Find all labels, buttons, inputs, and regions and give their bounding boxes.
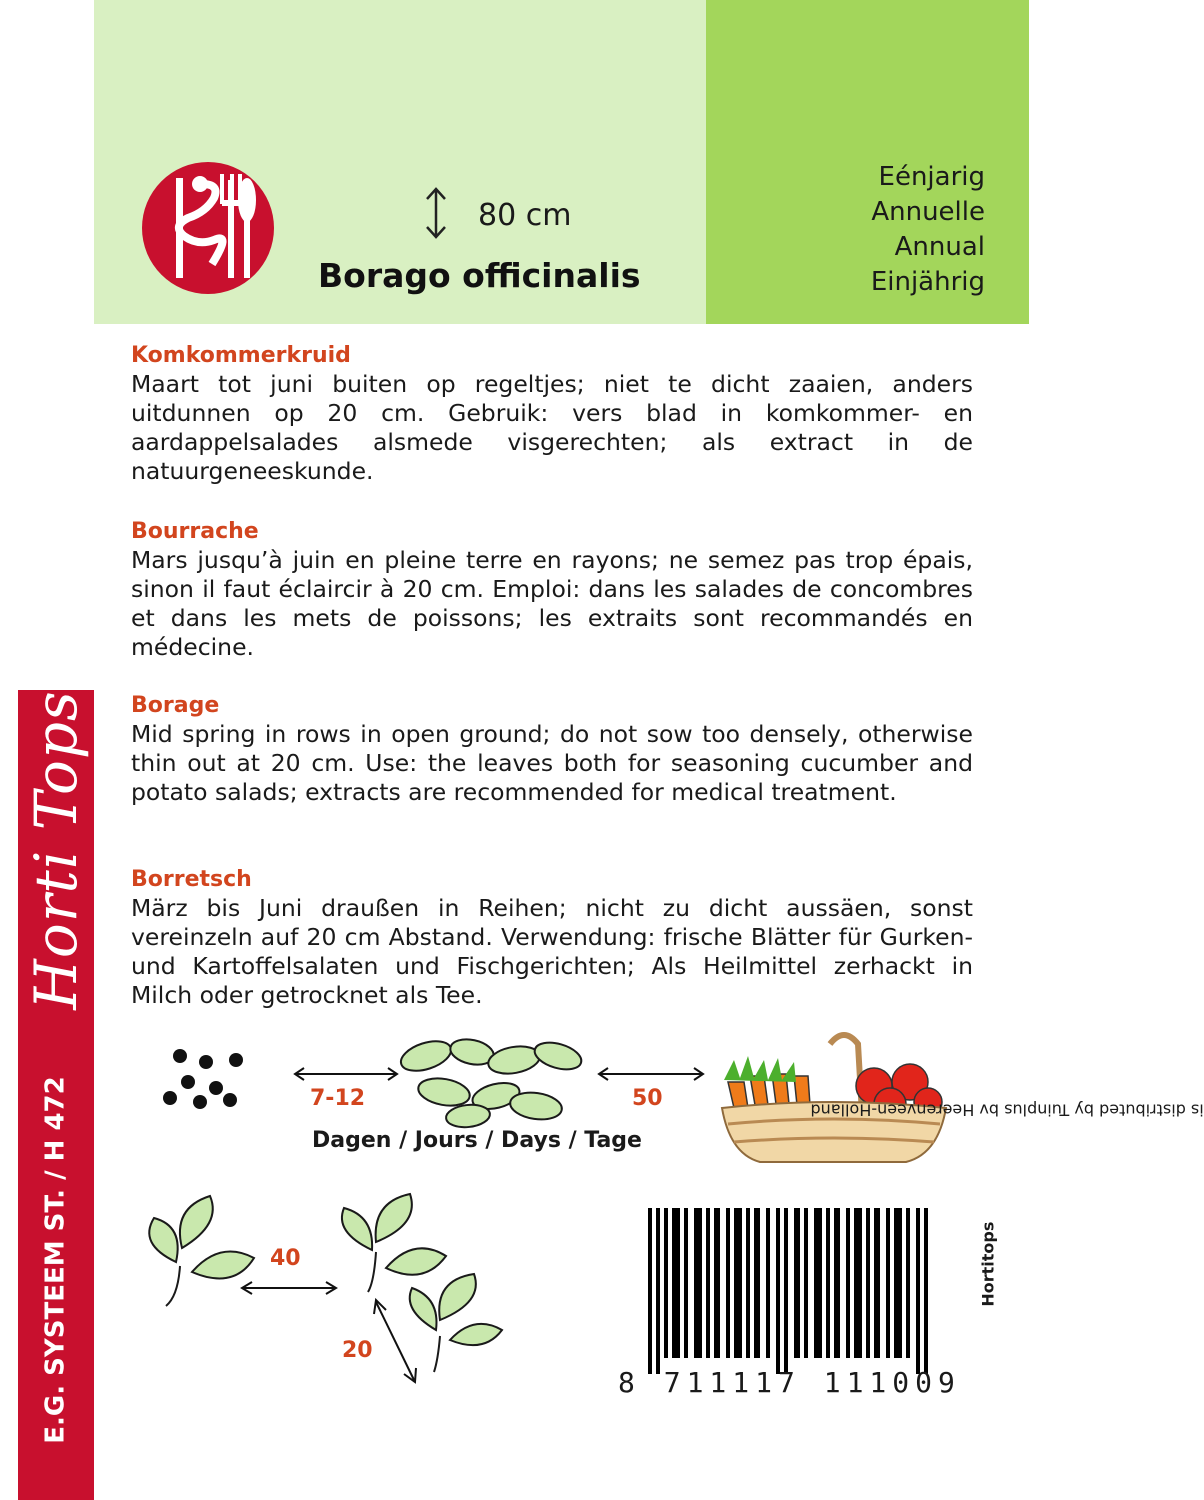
lang-block-nl bbox=[131, 342, 973, 486]
days-label: Dagen / Jours / Days / Tage bbox=[312, 1128, 642, 1153]
species-name: Borago officinalis bbox=[318, 256, 641, 295]
annual-label-en: Annual bbox=[894, 232, 985, 262]
height-arrow-icon bbox=[422, 185, 450, 245]
harvest-days: 50 bbox=[632, 1086, 663, 1111]
lang-text: Mars jusqu’à juin en pleine terre en rayons; ne semez pas trop épais, sinon il faut éclaircir à 20 cm. Emploi: dans les salades de concombres et dans les mets de poissons; les extraits sont recommandés en médecine. bbox=[131, 546, 973, 661]
lang-block-fr bbox=[131, 518, 973, 662]
seedling-icon bbox=[396, 1034, 592, 1134]
lang-title: Borage bbox=[131, 693, 220, 718]
brand-logo: Horti Tops bbox=[22, 690, 91, 1010]
height-value: 80 cm bbox=[478, 197, 572, 233]
annual-label-de: Einjährig bbox=[870, 267, 985, 297]
harvest-arrow bbox=[596, 1066, 706, 1086]
lang-text: Maart tot juni buiten op regeltjes; niet te dicht zaaien, anders uitdunnen op 20 cm. Gebruik: vers blad in komkommer- en aardappelsalades alsmede visgerechten; als extract in de natuurgeneeskunde. bbox=[131, 370, 973, 485]
lang-text: März bis Juni draußen in Reihen; nicht zu dicht aussäen, sonst vereinzeln auf 20 cm Abstand. Verwendung: frische Blätter für Gurken- und Kartoffelsalaten und Fischgerichten; Als Heilmittel zerhackt in Milch oder getrocknet als Tee. bbox=[131, 894, 973, 1009]
row-spacing: 40 bbox=[270, 1246, 301, 1271]
medicinal-culinary-emblem-icon bbox=[140, 160, 276, 300]
lang-title: Komkommerkruid bbox=[131, 343, 351, 368]
system-code: E.G. SYSTEEM ST. / H 472 bbox=[41, 1076, 72, 1444]
annual-label-nl: Eénjarig bbox=[878, 162, 985, 192]
lang-title: Borretsch bbox=[131, 867, 252, 892]
seeds-icon bbox=[160, 1048, 246, 1116]
harvest-basket-icon bbox=[714, 1024, 954, 1170]
germination-days: 7-12 bbox=[310, 1086, 366, 1111]
germination-arrow bbox=[292, 1066, 400, 1086]
plant-spacing-icon bbox=[136, 1190, 486, 1394]
annual-labels bbox=[871, 160, 985, 300]
lang-title: Bourrache bbox=[131, 519, 259, 544]
barcode-number: 8 711117 111009 bbox=[618, 1366, 961, 1399]
plant-height bbox=[422, 185, 571, 245]
barcode-icon bbox=[648, 1208, 932, 1378]
plant-spacing: 20 bbox=[342, 1338, 373, 1363]
annual-label-fr: Annuelle bbox=[871, 197, 985, 227]
distribution-note: Hortitops is distributed by Tuinplus bv Heerenveen-Holland bbox=[810, 1100, 1204, 1307]
lang-text: Mid spring in rows in open ground; do not sow too densely, otherwise thin out at 20 cm. Use: the leaves both for seasoning cucumber and potato salads; extracts are recommended for medical treatment. bbox=[131, 720, 973, 806]
lang-block-en bbox=[131, 692, 973, 807]
lang-block-de bbox=[131, 866, 973, 1010]
